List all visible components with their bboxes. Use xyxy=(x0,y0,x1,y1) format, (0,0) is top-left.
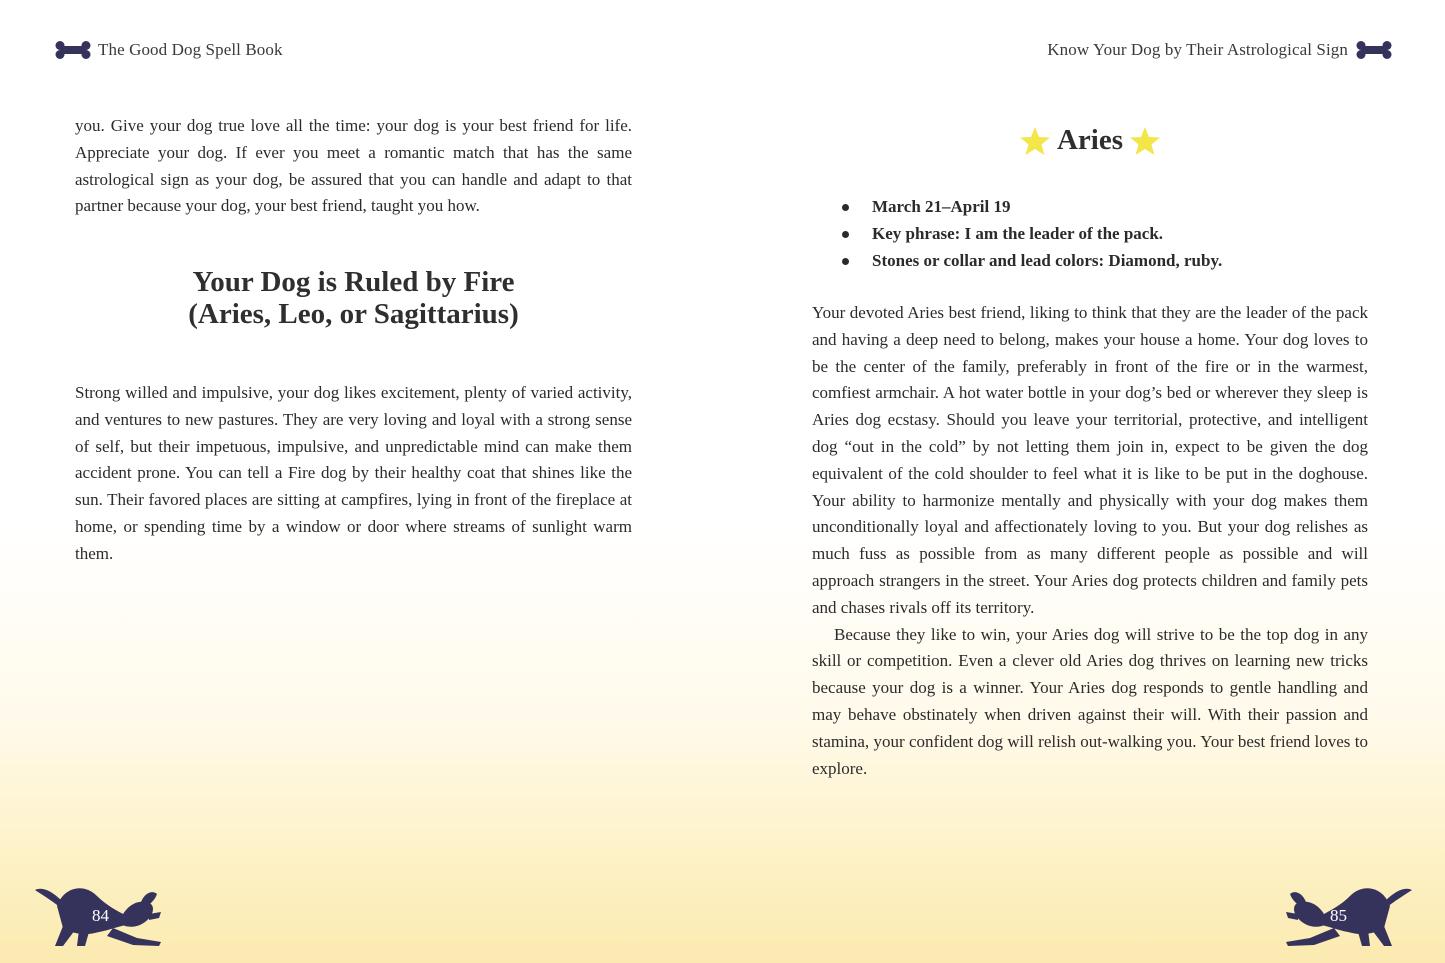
bone-icon xyxy=(55,40,91,60)
bone-icon xyxy=(1356,40,1392,60)
fact-stones-colors: Stones or collar and lead colors: Diamond, ruby. xyxy=(840,247,1222,274)
star-icon xyxy=(1129,125,1161,157)
puppy-icon xyxy=(1286,878,1414,948)
left-running-head xyxy=(55,40,283,60)
star-icon xyxy=(1019,125,1051,157)
left-page-number: 84 xyxy=(92,906,109,925)
left-page xyxy=(0,0,722,963)
right-page xyxy=(723,0,1445,963)
section-heading xyxy=(75,266,632,330)
right-running-head-title: Know Your Dog by Their Astrological Sign xyxy=(1047,40,1348,59)
fire-paragraph: Strong willed and impulsive, your dog likes excitement, plenty of varied activity, and ventures to new pastures. They are very loving and loyal with a strong sense of self, but their impetuous, impulsive, and unpredictable mind can make them accident prone. You can tell a Fire dog by their healthy coat that shines like the sun. Their favored places are sitting at campfires, lying in front of the fireplace at home, or spending time by a window or door where streams of sunlight warm them. xyxy=(75,383,632,563)
right-page-number: 85 xyxy=(1330,906,1347,925)
left-running-head-title: The Good Dog Spell Book xyxy=(98,40,283,59)
right-running-head xyxy=(1047,40,1392,60)
section-heading-line2: (Aries, Leo, or Sagittarius) xyxy=(188,298,519,330)
intro-paragraph: you. Give your dog true love all the time: your dog is your best friend for life. Appreciate your dog. If ever you meet a romantic match that has the same astrological sign as your dog, be assured that you can handle and adapt to that partner because your dog, your best friend, taught you how. xyxy=(75,116,632,216)
aries-paragraph-2: Because they like to win, your Aries dog will strive to be the top dog in any skill or competition. Even a clever old Aries dog thrives on learning new tricks because your dog is a winner. Your Aries dog responds to gentle handling and may behave obstinately when driven against their will. With their passion and stamina, your confident dog will relish out-walking you. Your best friend loves to explore. xyxy=(812,624,1368,778)
sign-facts-list xyxy=(840,193,1222,274)
sign-title xyxy=(812,124,1368,157)
fact-dates: March 21–April 19 xyxy=(840,193,1222,220)
sign-title-text: Aries xyxy=(1056,124,1124,156)
aries-paragraph-1: Your devoted Aries best friend, liking to think that they are the leader of the pack and having a deep need to belong, makes your house a home. Your dog loves to be the center of the family, preferably in front of the fire or in the warmest, comfiest armchair. A hot water bottle in your dog’s bed or wherever they sleep is Aries dog ecstasy. Should you leave your territorial, protective, and intelligent dog “out in the cold” by not letting them join in, expect to be given the dog equivalent of the cold shoulder to feel what it is like to be put in the doghouse. Your ability to harmonize mentally and physically with your dog makes them unconditionally loyal and affectionately loving to you. But your dog relishes as much fuss as possible from as many different people as possible and will approach strangers in the street. Your Aries dog protects children and family pets and chases rivals off its territory. xyxy=(812,303,1368,617)
fact-key-phrase: Key phrase: I am the leader of the pack. xyxy=(840,220,1222,247)
section-heading-line1: Your Dog is Ruled by Fire xyxy=(192,266,515,298)
aries-body xyxy=(812,300,1368,782)
